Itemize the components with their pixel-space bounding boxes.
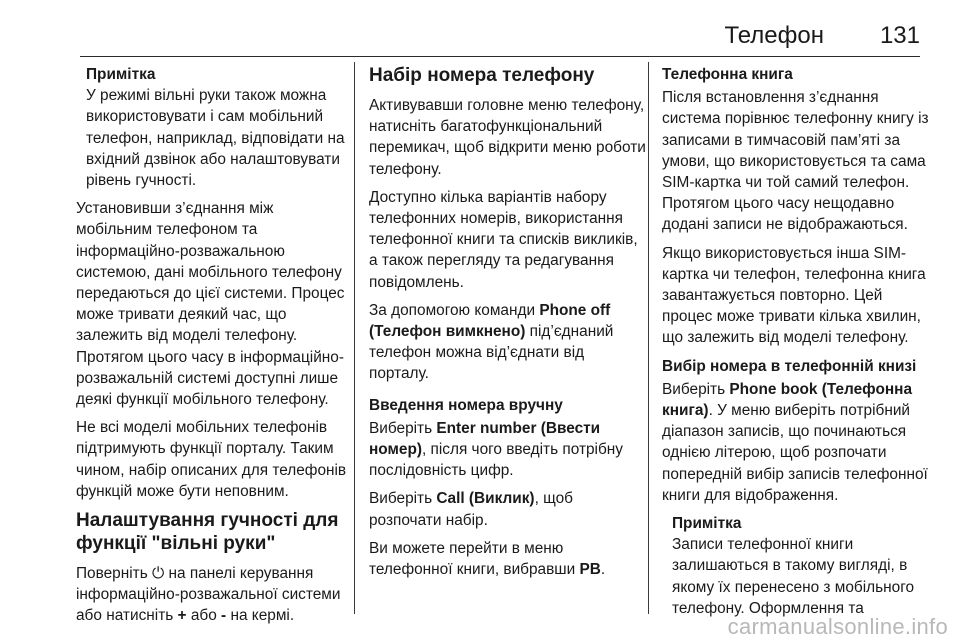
menu-command: PB	[579, 561, 601, 579]
menu-command: Call (Виклик)	[436, 490, 535, 508]
minus-key: -	[221, 607, 227, 625]
note-block	[672, 513, 930, 619]
page-title: Телефон	[724, 22, 824, 49]
paragraph: Ви можете перейти в меню телефонної книги, вибравши PB.	[369, 539, 606, 579]
paragraph: Активувавши головне меню телефону, натисніть багатофункціональний перемикач, щоб відкрити меню роботи телефону.	[369, 97, 646, 178]
subheading: Телефонна книга	[662, 66, 793, 83]
paragraph: Якщо використовується інша SIM-картка чи телефон, телефонна книга завантажується повторно. Цей процес може тривати кілька хвилин, що залежить від моделі телефону.	[662, 244, 926, 347]
section-heading: Налаштування гучності для функції "вільні руки"	[76, 510, 339, 555]
paragraph: Установивши з’єднання між мобільним телефоном та інформаційно-розважальною системою, дані мобільного телефону передаються до цієї системи. Процес може тривати деякий час, що залежить від моделі телефону. Протягом цього часу в інформаційно-розважальній системі доступні лише деякі функції мобільного телефону.	[76, 200, 345, 409]
menu-command: Enter number (Ввести номер)	[369, 419, 601, 459]
page-header	[80, 16, 920, 57]
paragraph: Виберіть Phone book (Телефонна книга). У меню виберіть потрібний діапазон записів, що починаються однією літерою, щоб розпочати попередній вибір записів телефонної книги для відображення.	[662, 380, 928, 504]
plus-key: +	[177, 607, 187, 625]
column-middle	[369, 64, 647, 632]
subheading: Введення номера вручну	[369, 396, 563, 414]
section-heading: Набір номера телефону	[369, 65, 595, 86]
note-text: Записи телефонної книги залишаються в такому вигляді, в якому їх перенесено з мобільного телефону. Оформлення та	[672, 536, 915, 617]
paragraph: Після встановлення з’єднання система порівнює телефонну книгу із записами в тимчасовій пам’яті за умови, що використовується та сама SIM-картка чи той самий телефон. Протягом цього часу нещодавно додані записи не відображаються.	[662, 89, 929, 234]
note-text: У режимі вільні руки також можна використовувати і сам мобільний телефон, наприклад, відповідати на вхідний дзвінок або налаштовувати рівень гучності.	[86, 87, 345, 190]
column-divider	[648, 62, 649, 614]
paragraph: Виберіть Call (Виклик), щоб розпочати набір.	[369, 490, 573, 529]
note-block	[86, 64, 348, 191]
page-number: 131	[879, 22, 920, 49]
column-right	[662, 64, 930, 632]
paragraph: За допомогою команди Phone off (Телефон вимкнено) під’єднаний телефон можна від’єднати від порталу.	[369, 301, 614, 383]
paragraph: Доступно кілька варіантів набору телефонних номерів, використання телефонної книги та списків викликів, а також перегляду та редагування повідомлень.	[369, 188, 638, 291]
paragraph: Не всі моделі мобільних телефонів підтримують функції порталу. Таким чином, набір описаних для телефонів функцій може бути неповним.	[76, 419, 347, 500]
column-left	[76, 64, 348, 632]
column-divider	[354, 62, 355, 614]
paragraph: Виберіть Enter number (Ввести номер), після чого введіть потрібну послідовність цифр.	[369, 419, 623, 480]
watermark: carmanualsonline.info	[727, 614, 948, 639]
volume-knob-icon: ⏻	[152, 565, 165, 583]
note-title: Примітка	[86, 66, 156, 83]
note-title: Примітка	[672, 515, 742, 533]
menu-command: Phone off (Телефон вимкнено)	[369, 301, 611, 341]
subheading: Вибір номера в телефонній книзі	[662, 357, 917, 375]
paragraph: Поверніть ⏻ на панелі керування інформаційно-розважальної системи або натисніть + або - на кермі.	[76, 565, 341, 625]
menu-command: Phone book (Телефонна книга)	[662, 380, 913, 420]
